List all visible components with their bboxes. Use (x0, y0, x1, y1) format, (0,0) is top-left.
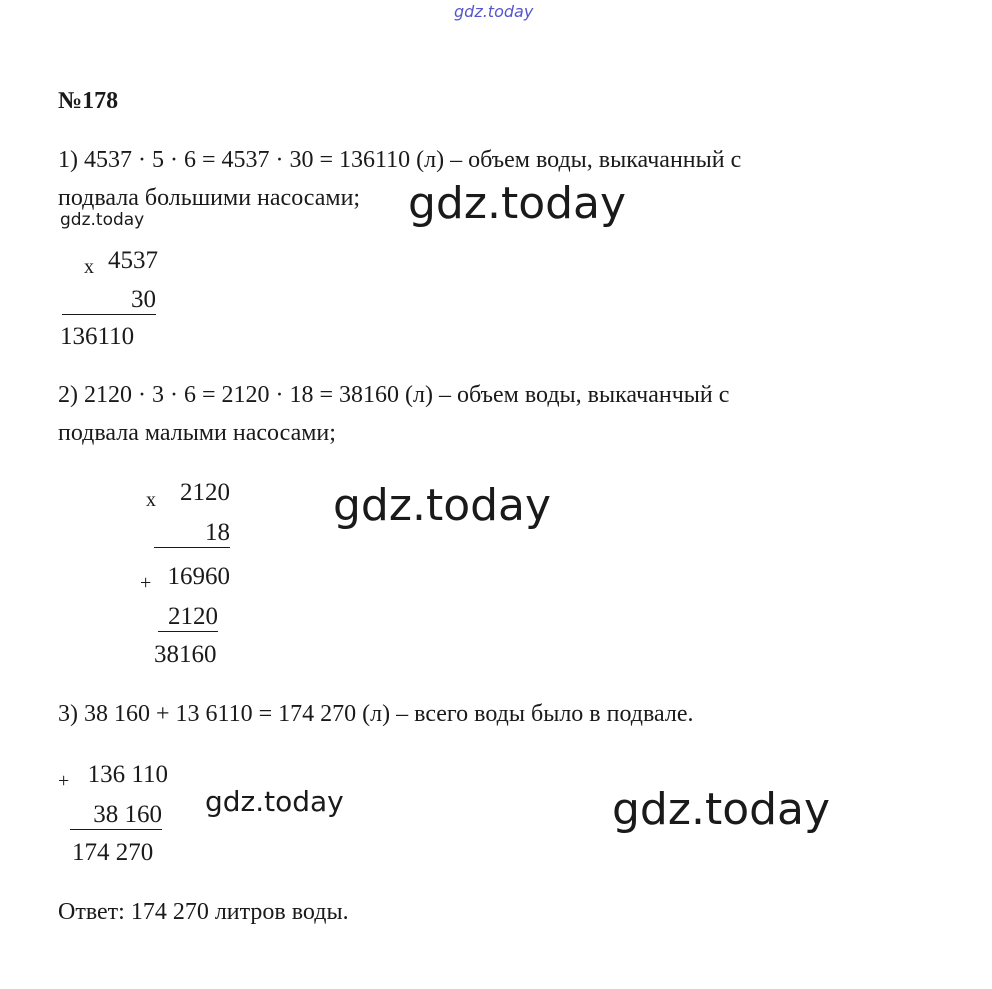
calc1-result: 136110 (60, 323, 135, 350)
answer-line: Ответ: 174 270 литров воды. (58, 899, 349, 925)
calc3-addend2: 38 160 (70, 800, 162, 830)
watermark-large: gdz.today (612, 784, 831, 835)
watermark-large: gdz.today (408, 178, 627, 229)
calc3-addend1: 136 110 (87, 761, 168, 788)
calc2-multiply-sign: x (146, 489, 156, 511)
step2-line1: 2) 2120 · 3 · 6 = 2120 · 18 = 38160 (л) – объем воды, выкачанчый с (58, 382, 730, 408)
calc1-multiplier: 30 (62, 285, 156, 315)
watermark-medium: gdz.today (205, 785, 344, 818)
site-watermark-top: gdz.today (454, 2, 534, 21)
calc3-plus-sign: + (58, 770, 70, 792)
calc2-partial1: 16960 (167, 563, 230, 590)
calc3-result: 174 270 (72, 839, 154, 866)
problem-title: №178 (58, 88, 119, 114)
calc2-multiplicand: 2120 (180, 479, 230, 506)
step1-line2: подвала большими насосами; (58, 185, 361, 211)
step3-line1: 3) 38 160 + 13 6110 = 174 270 (л) – всего воды было в подвале. (58, 701, 694, 727)
calc2-multiplier: 18 (154, 518, 230, 548)
calc2-partial2: 2120 (158, 602, 218, 632)
watermark-small: gdz.today (60, 210, 145, 230)
step2-line2: подвала малыми насосами; (58, 420, 336, 446)
calc2-result: 38160 (154, 641, 217, 668)
step1-line1: 1) 4537 · 5 · 6 = 4537 · 30 = 136110 (л) – объем воды, выкачанный с (58, 147, 742, 173)
calc1-multiplicand: 4537 (108, 247, 158, 274)
calc1-multiply-sign: x (84, 256, 94, 278)
calc2-plus-sign: + (140, 572, 152, 594)
watermark-large: gdz.today (333, 480, 552, 531)
